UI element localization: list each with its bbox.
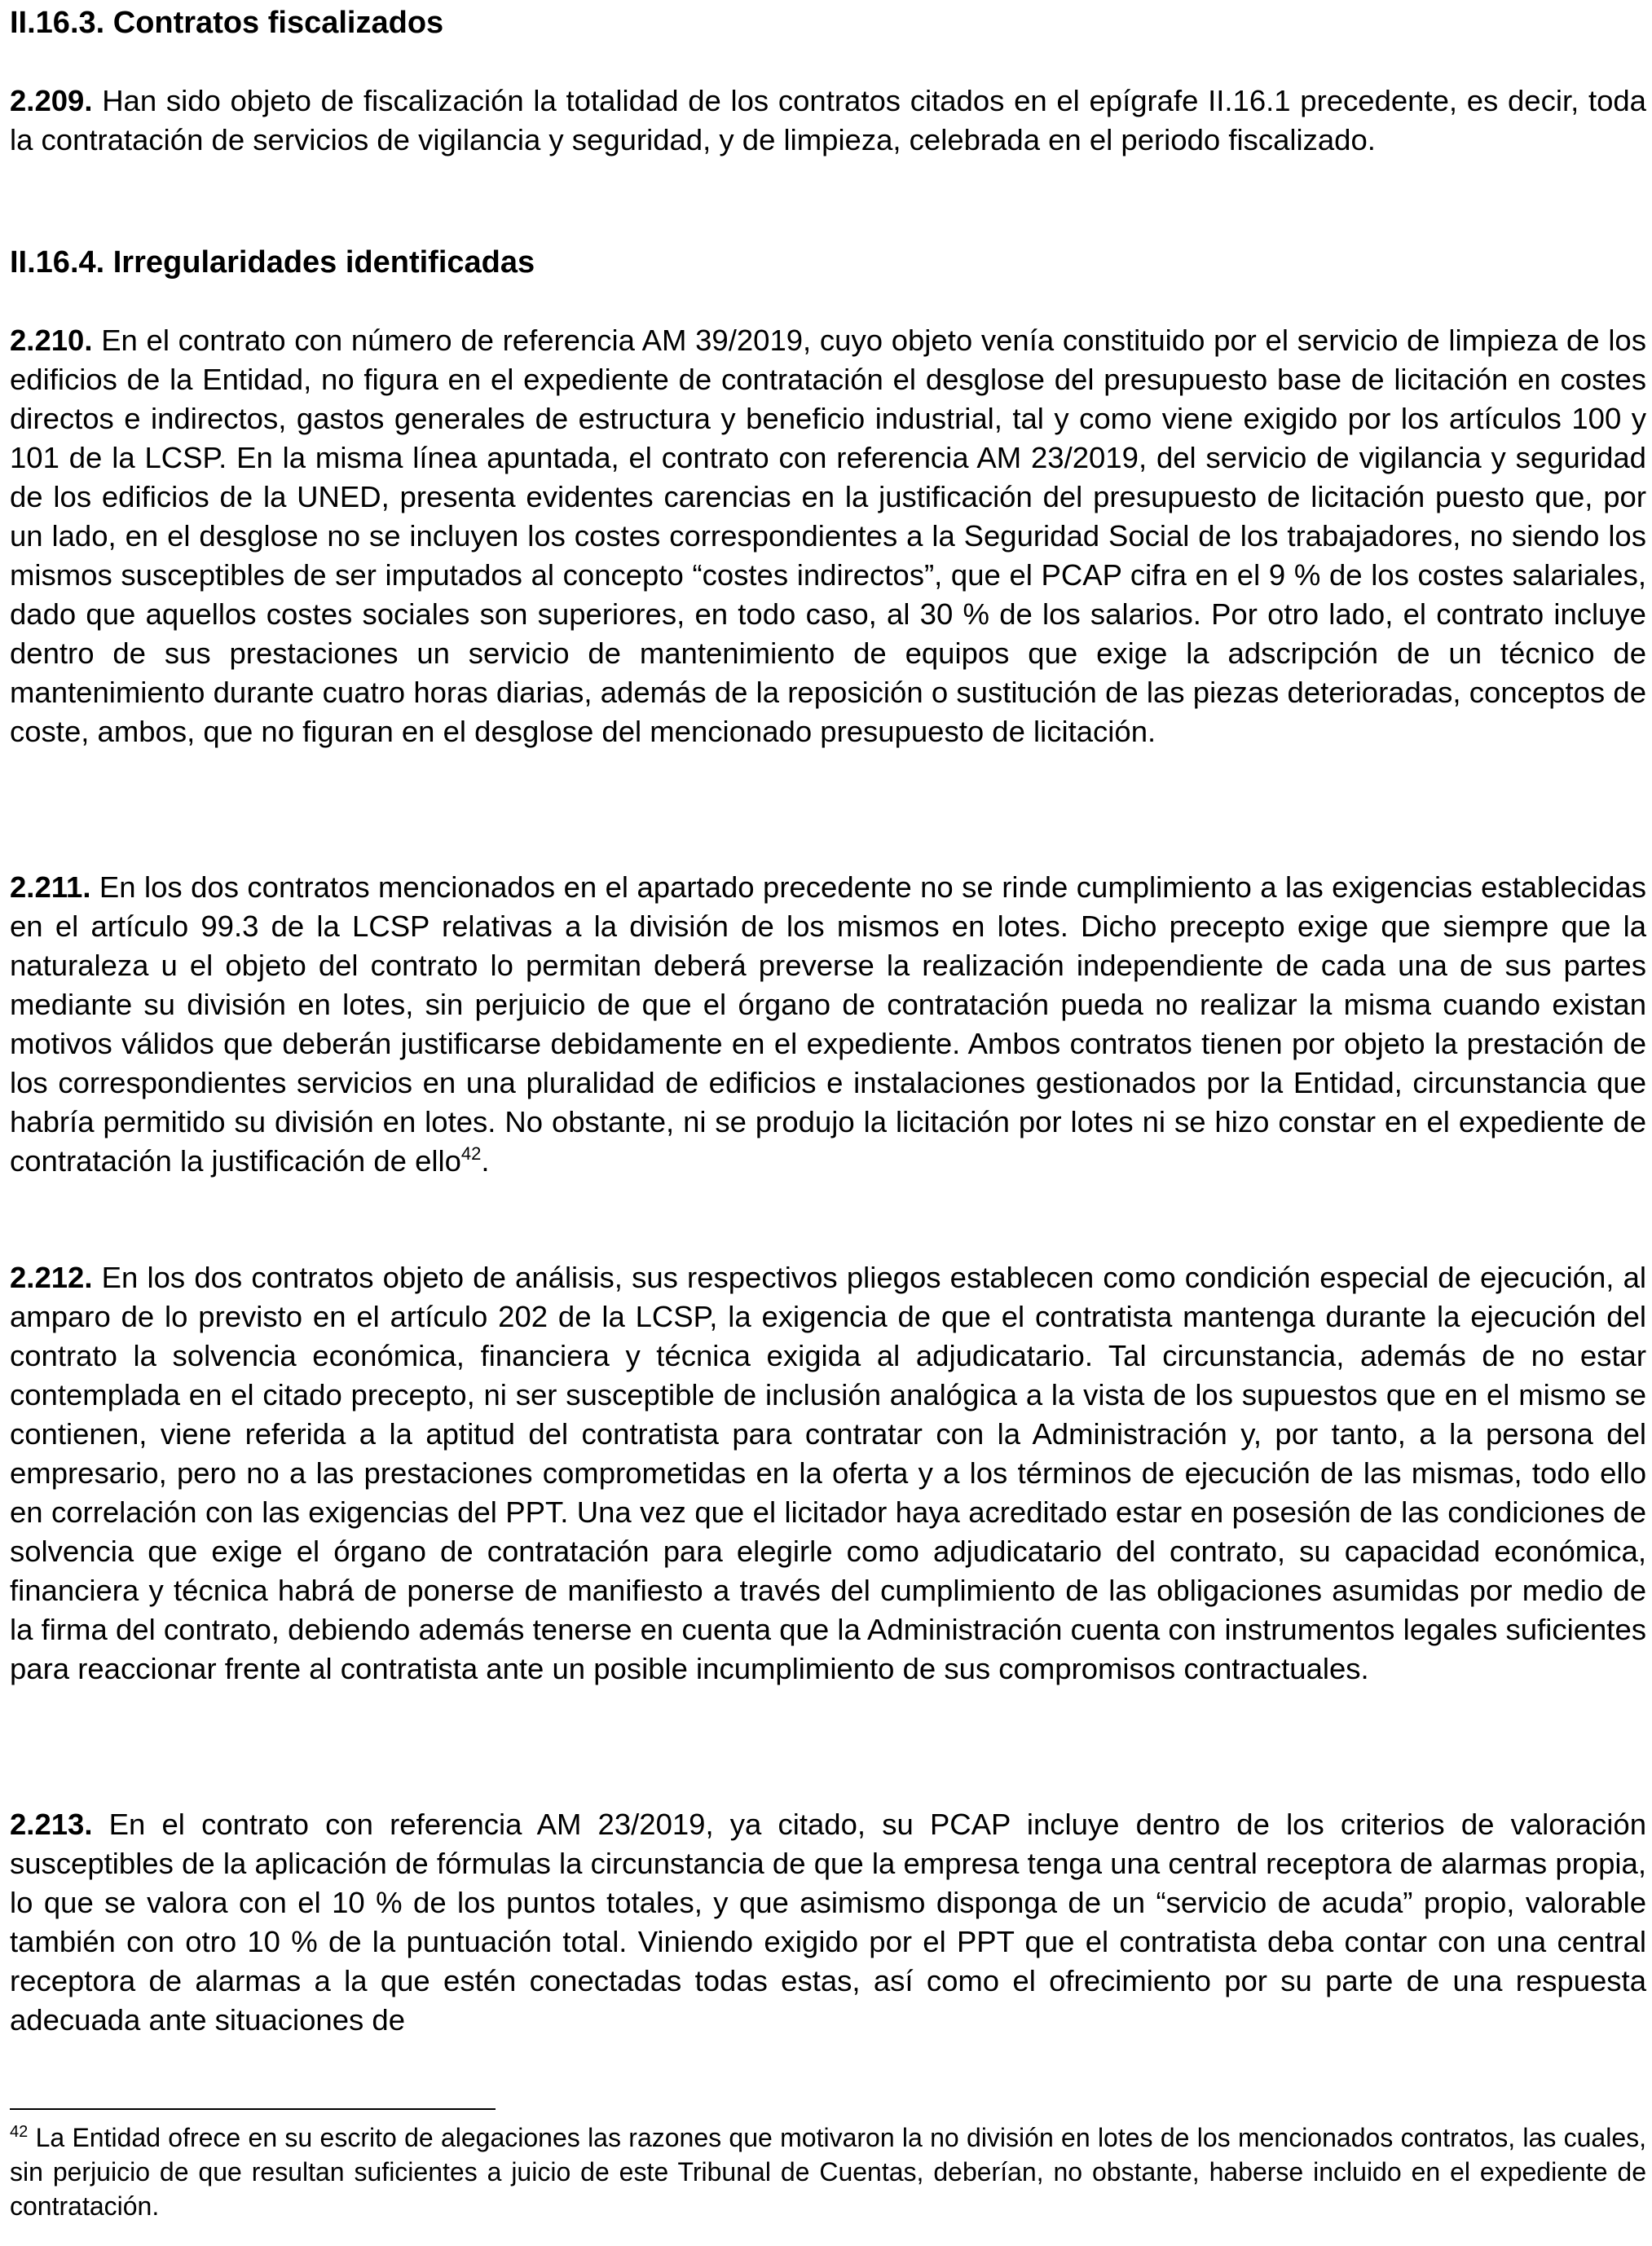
paragraph-number: 2.211. bbox=[10, 870, 91, 904]
footnote-number: 42 bbox=[10, 2123, 29, 2141]
paragraph-number: 2.209. bbox=[10, 84, 93, 117]
footnote-separator bbox=[10, 2108, 496, 2110]
section-heading-contratos-fiscalizados: II.16.3. Contratos fiscalizados bbox=[10, 6, 444, 40]
footnote-text: La Entidad ofrece en su escrito de alegaciones las razones que motivaron la no división en lotes de los mencionados contratos, las cuales, sin perjuicio de que resultan suficientes a juicio de este Tribunal de Cuentas, deberían, no obstante, haberse incluido en el expediente de contratación. bbox=[10, 2123, 1647, 2221]
footnote-reference[interactable]: 42 bbox=[460, 1143, 482, 1164]
paragraph-text: En el contrato con número de referencia AM 39/2019, cuyo objeto venía constituido por el servicio de limpieza de los edificios de la Entidad, no figura en el expediente de contratación el desglose del presupuesto base de licitación en costes directos e indirectos, gastos generales de estructura y beneficio industrial, tal y como viene exigido por los artículos 100 y 101 de la LCSP. En la misma línea apuntada, el contrato con referencia AM 23/2019, del servicio de vigilancia y seguridad de los edificios de la UNED, presenta evidentes carencias en la justificación del presupuesto de licitación puesto que, por un lado, en el desglose no se incluyen los costes correspondientes a la Seguridad Social de los trabajadores, no siendo los mismos susceptibles de ser imputados al concepto “costes indirectos”, que el PCAP cifra en el 9 % de los costes salariales, dado que aquellos costes sociales son superiores, en todo caso, al 30 % de los salarios. Por otro lado, el contrato incluye dentro de sus prestaciones un servicio de mantenimiento de equipos que exige la adscripción de un técnico de mantenimiento durante cuatro horas diarias, además de la reposición o sustitución de las piezas deterioradas, conceptos de coste, ambos, que no figuran en el desglose del mencionado presupuesto de licitación. bbox=[10, 324, 1646, 748]
section-heading-irregularidades-identificadas: II.16.4. Irregularidades identificadas bbox=[10, 245, 535, 280]
paragraph-text: Han sido objeto de fiscalización la totalidad de los contratos citados en el epígrafe II.16.1 precedente, es decir, toda la contratación de servicios de vigilancia y seguridad, y de limpieza, celebrada en el periodo fiscalizado. bbox=[10, 84, 1646, 156]
footnote bbox=[10, 2120, 1646, 2223]
paragraph-number: 2.213. bbox=[10, 1808, 93, 1841]
paragraph-2-213 bbox=[10, 1805, 1646, 2040]
paragraph-tail: . bbox=[481, 1144, 490, 1178]
paragraph-text: En los dos contratos objeto de análisis, sus respectivos pliegos establecen como condición especial de ejecución, al amparo de lo previsto en el artículo 202 de la LCSP, la exigencia de que el contratista mantenga durante la ejecución del contrato la solvencia económica, financiera y técnica exigida al adjudicatario. Tal circunstancia, además de no estar contemplada en el citado precepto, ni ser susceptible de inclusión analógica a la vista de los supuestos que en el mismo se contienen, viene referida a la aptitud del contratista para contratar con la Administración y, por tanto, a la persona del empresario, pero no a las prestaciones comprometidas en la oferta y a los términos de ejecución de las mismas, todo ello en correlación con las exigencias del PPT. Una vez que el licitador haya acreditado estar en posesión de las condiciones de solvencia que exige el órgano de contratación para elegirle como adjudicatario del contrato, su capacidad económica, financiera y técnica habrá de ponerse de manifiesto a través del cumplimiento de las obligaciones asumidas por medio de la firma del contrato, debiendo además tenerse en cuenta que la Administración cuenta con instrumentos legales suficientes para reaccionar frente al contratista ante un posible incumplimiento de sus compromisos contractuales. bbox=[10, 1261, 1646, 1685]
paragraph-number: 2.212. bbox=[10, 1261, 93, 1294]
paragraph-number: 2.210. bbox=[10, 324, 93, 357]
paragraph-2-209 bbox=[10, 81, 1646, 160]
paragraph-text: En el contrato con referencia AM 23/2019, ya citado, su PCAP incluye dentro de los criterios de valoración susceptibles de la aplicación de fórmulas la circunstancia de que la empresa tenga una central receptora de alarmas propia, lo que se valora con el 10 % de los puntos totales, y que asimismo disponga de un “servicio de acuda” propio, valorable también con otro 10 % de la puntuación total. Viniendo exigido por el PPT que el contratista deba contar con una central receptora de alarmas a la que estén conectadas todas estas, así como el ofrecimiento por su parte de una respuesta adecuada ante situaciones de bbox=[10, 1808, 1646, 2037]
paragraph-text: En los dos contratos mencionados en el apartado precedente no se rinde cumplimiento a las exigencias establecidas en el artículo 99.3 de la LCSP relativas a la división de los mismos en lotes. Dicho precepto exige que siempre que la naturaleza u el objeto del contrato lo permitan deberá preverse la realización independiente de cada una de sus partes mediante su división en lotes, sin perjuicio de que el órgano de contratación pueda no realizar la misma cuando existan motivos válidos que deberán justificarse debidamente en el expediente. Ambos contratos tienen por objeto la prestación de los correspondientes servicios en una pluralidad de edificios e instalaciones gestionados por la Entidad, circunstancia que habría permitido su división en lotes. No obstante, ni se produjo la licitación por lotes ni se hizo constar en el expediente de contratación la justificación de ello bbox=[10, 870, 1646, 1178]
paragraph-2-211 bbox=[10, 868, 1646, 1181]
paragraph-2-212 bbox=[10, 1258, 1646, 1689]
paragraph-2-210 bbox=[10, 321, 1646, 751]
